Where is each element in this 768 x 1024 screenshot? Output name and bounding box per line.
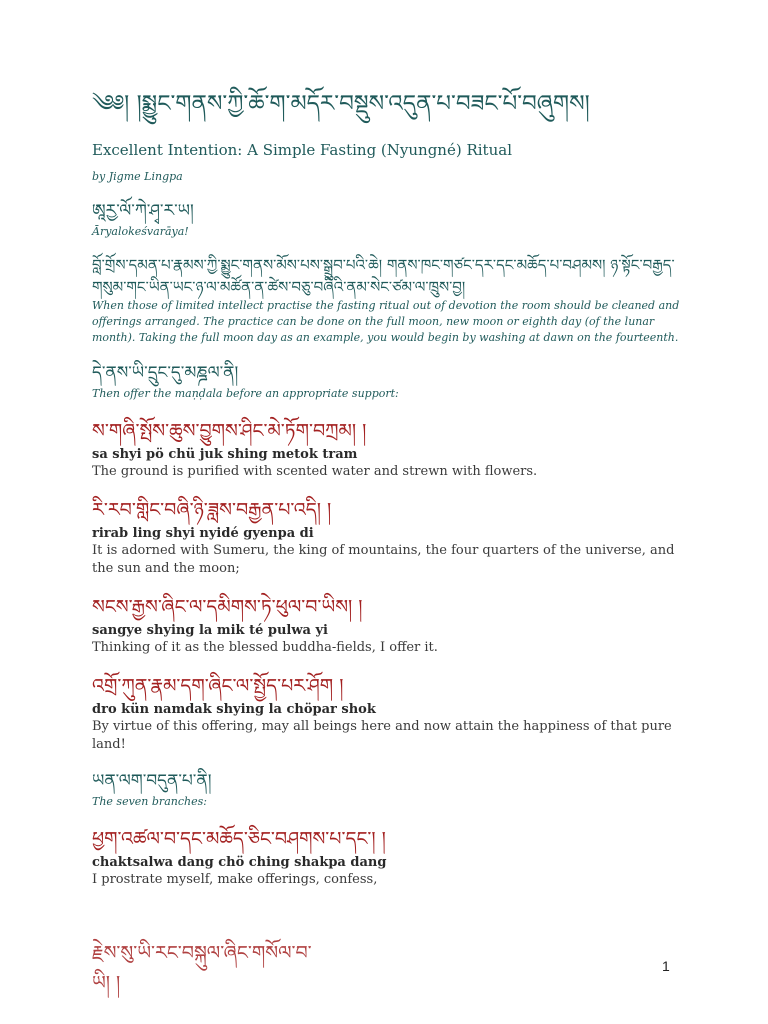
verse-tibetan: འགྲོ་ཀུན་རྣམ་དག་ཞིང་ལ་སྤྱོད་པར་ཤོག །: [92, 675, 344, 697]
verse-block: [92, 495, 682, 578]
title-tibetan: ༄༅། །སྨྱུང་གནས་ཀྱི་ཆོ་ག་མདོར་བསྡུས་འདུན་པ་བཟང་པོ་བཞུགས།: [92, 91, 590, 117]
mandala-instruction-tibetan: དེ་ནས་ཡི་དྲུང་དུ་མཎྜལ་ནི།: [92, 363, 239, 383]
verse-translation: I prostrate myself, make offerings, confess,: [92, 872, 378, 887]
invocation-tibetan: ཨཱརྱ་ལོ་ཀེ་ཤྭ་ར་ཡ།: [92, 201, 194, 221]
verse-block: [92, 592, 682, 657]
verse-tibetan: ས་གཞི་སྤོས་ཆུས་བྱུགས་ཤིང་མེ་ཏོག་བཀྲམ། །: [92, 420, 367, 442]
verse-translation: By virtue of this offering, may all beings here and now attain the happiness of that pure land!: [92, 719, 672, 752]
seven-branches-translation: The seven branches:: [92, 795, 207, 808]
intro-translation: When those of limited intellect practise the fasting ritual out of devotion the room should be cleaned and offerings arranged. The practice can be done on the full moon, new moon or eighth day (of the lunar month). Taking the full moon day as an example, you would begin by washing at dawn on the fourteenth.: [92, 299, 680, 344]
mandala-instruction-translation: Then offer the maṇḍala before an appropriate support:: [92, 387, 399, 400]
verse-block: [92, 824, 682, 889]
verse-translation: It is adorned with Sumeru, the king of mountains, the four quarters of the universe, and the sun and the moon;: [92, 543, 675, 576]
cutoff-verse-tibetan: རྗེས་སུ་ཡི་རང་བསྐུལ་ཞིང་གསོལ་བ་ཡི། །: [92, 942, 312, 994]
verse-translation: The ground is purified with scented water and strewn with flowers.: [92, 464, 538, 479]
verse-tibetan: རི་རབ་གླིང་བཞི་ཉི་ཟླས་བརྒྱན་པ་འདི། །: [92, 499, 332, 521]
title-english: Excellent Intention: A Simple Fasting (Nyungné) Ritual: [92, 141, 512, 159]
page-content: [92, 84, 682, 889]
verse-transliteration: chaktsalwa dang chö ching shakpa dang: [92, 855, 387, 870]
verse-tibetan: སངས་རྒྱས་ཞིང་ལ་དམིགས་ཏེ་ཕུལ་བ་ཡིས། །: [92, 596, 363, 618]
invocation-translation: Āryalokeśvarāya!: [92, 225, 189, 238]
page-number: 1: [662, 958, 670, 974]
verse-block: [92, 671, 682, 754]
mandala-instruction-block: [92, 360, 682, 402]
verse-block: [92, 416, 682, 481]
intro-tibetan: བློ་གྲོས་དམན་པ་རྣམས་ཀྱི་སྨྱུང་གནས་མོས་པས་སྒྲུབ་པའི་ཆེ། གནས་ཁང་གཙང་དར་དང་མཆོད་པ་བཤམས། ཉ་སྟོང་བརྒྱད་གསུམ་གང་ཡིན་ཡང་ཉ་ལ་མཚོན་ན་ཚེས་བཅུ་བཞིའི་ནམ་སེང་ཙམ་ལ་ཁྲུས་བྱ།: [92, 256, 675, 296]
author-line: by Jigme Lingpa: [92, 170, 183, 183]
verse-transliteration: dro kün namdak shying la chöpar shok: [92, 702, 376, 717]
verse-transliteration: sangye shying la mik té pulwa yi: [92, 623, 328, 638]
seven-branches-tibetan: ཡན་ལག་བདུན་པ་ནི།: [92, 771, 212, 791]
verse-tibetan: ཕྱག་འཚལ་བ་དང་མཆོད་ཅིང་བཤགས་པ་དང་། །: [92, 828, 386, 850]
intro-block: [92, 254, 682, 346]
verse-translation: Thinking of it as the blessed buddha-fields, I offer it.: [92, 640, 438, 655]
invocation-block: [92, 198, 682, 240]
seven-branches-block: [92, 768, 682, 810]
verse-transliteration: rirab ling shyi nyidé gyenpa di: [92, 526, 314, 541]
verse-transliteration: sa shyi pö chü juk shing metok tram: [92, 447, 358, 462]
